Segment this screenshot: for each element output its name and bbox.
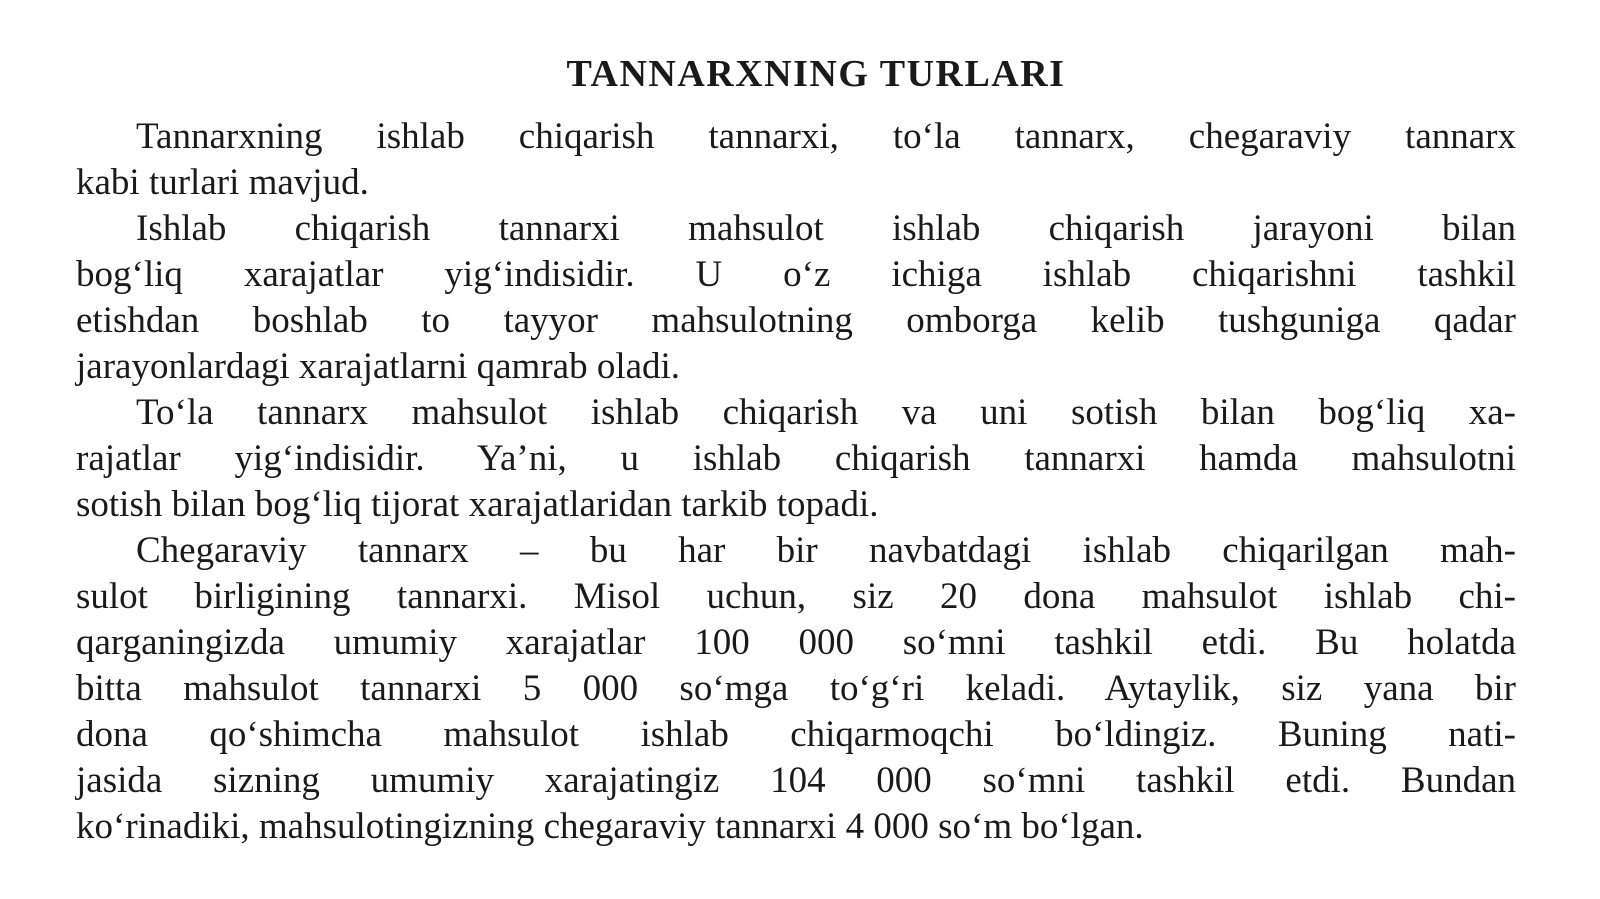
paragraph-3 xyxy=(76,390,1516,528)
text-line: Ishlab chiqarish tannarxi mahsulot ishlab chiqarish jarayoni bilan xyxy=(136,208,1516,249)
document-page xyxy=(76,40,1516,850)
text-line: bitta mahsulot tannarxi 5 000 so‘mga to‘g‘ri keladi. Aytaylik, siz yana bir xyxy=(76,668,1516,709)
paragraph-2 xyxy=(76,206,1516,390)
page-title: TANNARXNING TURLARI xyxy=(566,53,1066,95)
paragraph-4 xyxy=(76,528,1516,850)
text-line: rajatlar yig‘indisidir. Ya’ni, u ishlab chiqarish tannarxi hamda mahsulotni xyxy=(76,438,1516,479)
text-line: sulot birligining tannarxi. Misol uchun, siz 20 dona mahsulot ishlab chi- xyxy=(76,576,1516,617)
text-line: dona qo‘shimcha mahsulot ishlab chiqarmoqchi bo‘ldingiz. Buning nati- xyxy=(76,714,1516,755)
text-line: Tannarxning ishlab chiqarish tannarxi, to‘la tannarx, chegaraviy tannarx xyxy=(136,116,1516,157)
text-line: qarganingizda umumiy xarajatlar 100 000 so‘mni tashkil etdi. Bu holatda xyxy=(76,622,1516,663)
text-line: To‘la tannarx mahsulot ishlab chiqarish va uni sotish bilan bog‘liq xa- xyxy=(136,392,1516,433)
text-line: jasida sizning umumiy xarajatingiz 104 000 so‘mni tashkil etdi. Bundan xyxy=(76,760,1516,801)
text-line: kabi turlari mavjud. xyxy=(76,162,369,203)
text-line: bog‘liq xarajatlar yig‘indisidir. U o‘z ichiga ishlab chiqarishni tashkil xyxy=(76,254,1516,295)
text-line: Chegaraviy tannarx – bu har bir navbatdagi ishlab chiqarilgan mah- xyxy=(136,530,1516,571)
text-line: jarayonlardagi xarajatlarni qamrab oladi. xyxy=(76,346,681,387)
paragraph-1 xyxy=(76,114,1516,206)
text-line: ko‘rinadiki, mahsulotingizning chegaraviy tannarxi 4 000 so‘m bo‘lgan. xyxy=(76,806,1144,847)
text-line: sotish bilan bog‘liq tijorat xarajatlaridan tarkib topadi. xyxy=(76,484,879,525)
text-line: etishdan boshlab to tayyor mahsulotning omborga kelib tushguniga qadar xyxy=(76,300,1516,341)
